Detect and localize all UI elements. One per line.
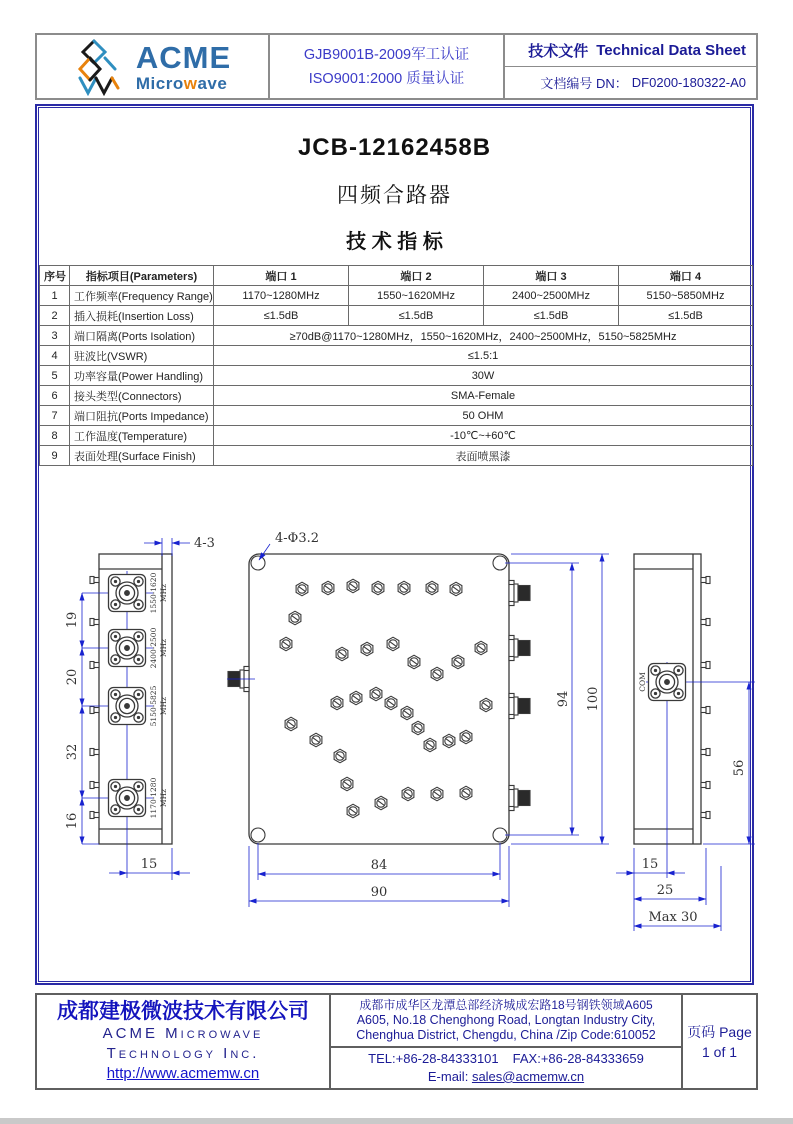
website-link[interactable]: http://www.acmemw.cn — [106, 1064, 260, 1082]
port-label-unit: MHz — [159, 696, 168, 716]
drawing-top-view — [227, 531, 609, 907]
col-header-port2: 端口 2 — [349, 266, 484, 286]
doc-number-row — [505, 67, 756, 98]
spec-no: 2 — [40, 306, 70, 326]
spec-param: 端口阻抗(Ports Impedance) — [70, 406, 214, 426]
table-row — [40, 366, 753, 386]
dim-pitch-4: 16 — [65, 812, 80, 830]
spec-cell: 1170~1280MHz — [214, 286, 349, 306]
doc-type-row — [505, 35, 756, 67]
col-header-param: 指标项目(Parameters) — [70, 266, 214, 286]
spec-no: 1 — [40, 286, 70, 306]
dim-pitch-3: 32 — [65, 743, 80, 761]
col-header-port4: 端口 4 — [619, 266, 753, 286]
doc-type-cn: 技术文件 — [528, 43, 589, 60]
spec-table — [39, 265, 753, 466]
footer-company-cell — [37, 995, 331, 1088]
spec-param: 工作温度(Temperature) — [70, 426, 214, 446]
port-label-freq: 5150-5825 — [149, 685, 158, 727]
doc-type-en: Technical Data Sheet — [596, 42, 746, 59]
main-content-box — [35, 104, 754, 985]
dim-body-depth: 25 — [656, 883, 674, 898]
doc-number: DF0200-180322-A0 — [631, 75, 746, 90]
address-block — [331, 995, 681, 1048]
spec-header-row — [40, 266, 753, 286]
dim-holes-span-y: 94 — [556, 690, 571, 708]
dim-holes-span-x: 84 — [370, 858, 388, 873]
dim-body-height: 100 — [586, 686, 601, 712]
table-row — [40, 446, 753, 466]
spec-param: 表面处理(Surface Finish) — [70, 446, 214, 466]
cert-line-1: GJB9001B-2009军工认证 — [303, 46, 470, 63]
col-header-port3: 端口 3 — [484, 266, 619, 286]
dim-pitch-1: 19 — [65, 611, 80, 629]
table-row — [40, 286, 753, 306]
logo-microwave-text: Microwave — [135, 73, 228, 93]
spec-no: 5 — [40, 366, 70, 386]
window-bottom-strip — [0, 1118, 793, 1124]
col-header-no: 序号 — [40, 266, 70, 286]
table-row — [40, 326, 753, 346]
main-content-inner — [38, 107, 751, 982]
page-label: 页码 Page — [687, 1023, 752, 1040]
dim-max-depth: Max 30 — [648, 910, 698, 925]
spec-cell: 30W — [214, 366, 753, 386]
company-name-en-1: ACME Microwave — [102, 1024, 264, 1042]
drawing-side-view — [616, 554, 755, 931]
dim-port-height: 56 — [732, 759, 747, 777]
dim-face-width: 15 — [140, 857, 158, 872]
spec-no: 9 — [40, 446, 70, 466]
port-label-freq: 1170-1280 — [149, 777, 158, 819]
port-label-unit: MHz — [159, 583, 168, 603]
spec-cell: ≤1.5dB — [214, 306, 349, 326]
footer — [35, 993, 758, 1090]
footer-address-cell — [331, 995, 683, 1088]
port-label-unit: MHz — [159, 788, 168, 808]
acme-logo-icon — [74, 38, 128, 96]
spec-no: 4 — [40, 346, 70, 366]
port-label-freq: 1550-1620 — [149, 572, 158, 614]
dim-holes-label: 4-Φ3.2 — [275, 531, 319, 546]
address-en: A605, No.18 Chenghong Road, Longtan Industry City, Chenghua District, Chengdu, China /Zip Code:610052 — [356, 1013, 656, 1043]
spec-cell: 5150~5850MHz — [619, 286, 753, 306]
dim-port-offset: 15 — [641, 857, 659, 872]
email-row — [428, 1068, 584, 1086]
spec-no: 6 — [40, 386, 70, 406]
spec-no: 8 — [40, 426, 70, 446]
dim-pitch-2: 20 — [65, 668, 80, 686]
email-link[interactable]: sales@acmemw.cn — [471, 1068, 585, 1084]
spec-cell: ≤1.5dB — [484, 306, 619, 326]
doc-number-label: 文档编号 DN： — [540, 76, 628, 91]
spec-param: 功率容量(Power Handling) — [70, 366, 214, 386]
section-title: 技 术 指 标 — [346, 231, 443, 253]
dim-body-width: 90 — [370, 885, 388, 900]
address-cn: 成都市成华区龙潭总部经济城成宏路18号钢铁领域A605 — [359, 998, 653, 1013]
spec-cell: 50 OHM — [214, 406, 753, 426]
certifications-cell — [270, 35, 505, 98]
port-label-unit: MHz — [159, 638, 168, 658]
spec-no: 7 — [40, 406, 70, 426]
spec-cell: ≤1.5:1 — [214, 346, 753, 366]
contact-block — [331, 1048, 681, 1088]
port-label-freq: 2400-2500 — [149, 627, 158, 669]
drawing-section — [39, 516, 750, 951]
table-row — [40, 406, 753, 426]
table-row — [40, 306, 753, 326]
doc-info-cell — [505, 35, 756, 98]
drawing-left-view — [65, 536, 215, 880]
company-name-cn: 成都建极微波技术有限公司 — [57, 999, 309, 1023]
email-label: E-mail: — [427, 1068, 469, 1084]
table-row — [40, 346, 753, 366]
spec-param: 接头类型(Connectors) — [70, 386, 214, 406]
spec-param: 插入损耗(Insertion Loss) — [70, 306, 214, 326]
spec-param: 工作频率(Frequency Range) — [70, 286, 214, 306]
logo-cell — [37, 35, 270, 98]
logo-text — [135, 39, 232, 93]
spec-cell: ≥70dB@1170~1280MHz，1550~1620MHz，2400~2500MHz，5150~5825MHz — [214, 326, 753, 346]
spec-cell: SMA-Female — [214, 386, 753, 406]
spec-param: 驻波比(VSWR) — [70, 346, 214, 366]
model-title: JCB-12162458B — [297, 134, 492, 161]
fax-number: FAX:+86-28-84333659 — [512, 1050, 644, 1066]
com-port-label: COM — [638, 672, 647, 692]
spec-cell: 表面喷黑漆 — [214, 446, 753, 466]
spec-param: 端口隔离(Ports Isolation) — [70, 326, 214, 346]
spec-no: 3 — [40, 326, 70, 346]
spec-cell: 1550~1620MHz — [349, 286, 484, 306]
spec-cell: 2400~2500MHz — [484, 286, 619, 306]
product-title: 四频合路器 — [337, 184, 452, 207]
spec-cell: ≤1.5dB — [619, 306, 753, 326]
spec-cell: -10℃~+60℃ — [214, 426, 753, 446]
table-row — [40, 386, 753, 406]
footer-page-cell — [683, 995, 756, 1088]
cert-line-2: ISO9001:2000 质量认证 — [308, 70, 465, 87]
col-header-port1: 端口 1 — [214, 266, 349, 286]
table-row — [40, 426, 753, 446]
mechanical-drawing — [39, 516, 758, 946]
company-name-en-2: Technology Inc. — [106, 1044, 260, 1062]
spec-cell: ≤1.5dB — [349, 306, 484, 326]
page-value: 1 of 1 — [701, 1043, 738, 1060]
tel-number: TEL:+86-28-84333101 — [368, 1050, 499, 1066]
dim-step: 4-3 — [194, 536, 215, 551]
logo-acme-text: ACME — [135, 39, 232, 75]
header — [35, 33, 758, 100]
